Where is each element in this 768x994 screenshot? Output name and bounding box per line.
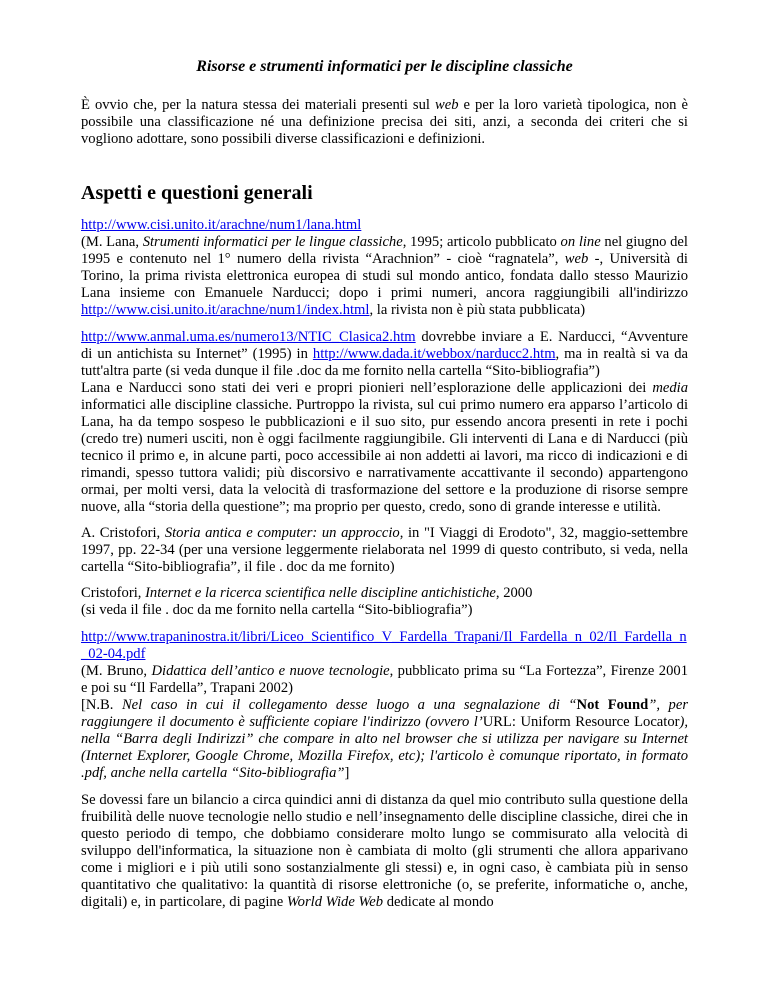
- link-lana[interactable]: http://www.cisi.unito.it/arachne/num1/lana.html: [81, 217, 362, 233]
- text-run: ]: [344, 765, 350, 781]
- emphasis: Strumenti informatici per le lingue classiche: [142, 234, 403, 250]
- entry-narducci: [81, 329, 688, 516]
- emphasis: ”, per raggiungere il documento è sufficiente copiare l'indirizzo (ovvero l’: [81, 697, 689, 730]
- entry-cristofori-2: [81, 585, 688, 619]
- section-heading: Aspetti e questioni generali: [81, 182, 313, 204]
- emphasis: on line: [560, 234, 601, 250]
- not-found-bold: Not Found: [576, 697, 649, 713]
- emphasis: media: [652, 380, 688, 396]
- text-run: URL: Uniform Resource Locator: [482, 714, 680, 730]
- emphasis: World Wide Web: [286, 894, 384, 910]
- text-run: -, Università di Torino, la prima rivista elettronica europea di studi sul mondo antico, fondata dallo stesso Maurizio Lana insieme con Emanuele Narducci; dopo i primi numeri, ancora raggiungibili all'indirizzo: [81, 251, 688, 301]
- text-run: , 1995; articolo pubblicato: [402, 234, 561, 250]
- text-run: A. Cristofori,: [81, 525, 165, 541]
- emphasis: web: [564, 251, 589, 267]
- text-run: e per la loro varietà tipologica, non è possibile una classificazione né una definizione precisa dei siti, anzi, a seconda dei criteri che si vogliono adottare, sono possibili diverse classificazioni e definizioni.: [81, 97, 688, 147]
- link-arachne-index[interactable]: http://www.cisi.unito.it/arachne/num1/index.html: [81, 302, 370, 318]
- emphasis: nella cartella “Sito-bibliografia”: [149, 765, 345, 781]
- emphasis: Storia antica e computer: un approccio: [164, 525, 400, 541]
- text-run: , in "I Viaggi di Erodoto", 32, maggio-settembre 1997, pp. 22-34 (per una versione leggermente rielaborata nel 1999 di questo contributo, si veda, nella cartella “Sito-bibliografia”, il file . doc da me fornito): [81, 525, 688, 575]
- text-run: Lana e Narducci sono stati dei veri e propri pionieri nell’esplorazione delle applicazioni dei: [81, 380, 653, 396]
- emphasis: Nel caso in cui il collegamento desse luogo a una segnalazione di “: [121, 697, 577, 713]
- page-title: Risorse e strumenti informatici per le discipline classiche: [196, 58, 573, 75]
- text-run: dovrebbe inviare a E. Narducci, “Avventure di un antichista su Internet” (1995) in: [81, 329, 688, 362]
- text-run: dedicate al mondo: [383, 894, 494, 910]
- text-run: (si veda il file . doc da me fornito nella cartella “Sito-bibliografia”): [81, 602, 473, 618]
- text-run: , pubblicato prima su “La Fortezza”, Firenze 2001 e poi su “Il Fardella”, Trapani 2002): [81, 663, 688, 696]
- text-run: , ma in realtà si va da tutt'altra parte (si veda dunque il file .doc da me fornito nella cartella “Sito-bibliografia”): [81, 346, 689, 379]
- text-run: , la rivista non è più stata pubblicata): [369, 302, 586, 318]
- entry-lana: [81, 217, 688, 319]
- entry-cristofori-1: [81, 525, 688, 576]
- text-run: , 2000: [495, 585, 533, 601]
- text-run: Cristofori,: [81, 585, 146, 601]
- emphasis: Internet e la ricerca scientifica nelle discipline antichistiche: [145, 585, 496, 601]
- text-run: (M. Lana,: [81, 234, 143, 250]
- entry-bruno: [81, 629, 688, 782]
- emphasis: web: [435, 97, 459, 113]
- emphasis: Didattica dell’antico e nuove tecnologie: [151, 663, 390, 679]
- link-dada[interactable]: http://www.dada.it/webbox/narducc2.htm: [312, 346, 556, 362]
- link-trapaninostra[interactable]: http://www.trapaninostra.it/libri/Liceo_Scientifico_V_Fardella_Trapani/Il_Fardella_n_02/Il_Fardella_n_02-04.pdf: [81, 629, 687, 662]
- text-run: (M. Bruno,: [81, 663, 152, 679]
- intro-paragraph: [81, 97, 688, 148]
- text-run: nel giugno del 1995 e contenuto nel 1° numero della rivista “Arachnion” - cioè “ragnatela”,: [81, 234, 688, 267]
- link-anmal[interactable]: http://www.anmal.uma.es/numero13/NTIC_Clasica2.htm: [81, 329, 416, 345]
- emphasis: ), nella “Barra degli Indirizzi” che compare in alto nel browser che si utilizza per navigare su Internet (Internet Explorer, Google Chrome, Mozilla Firefox, etc); l'articolo è comunque riportato, in formato .pdf, anche: [81, 714, 689, 781]
- text-run: informatici alle discipline classiche. Purtroppo la rivista, sul cui primo numero era apparso l’articolo di Lana, ha da tempo sospeso le pubblicazioni e il suo sito, pur essendo ancora presenti in rete i pochi (credo tre) numeri usciti, non è oggi facilmente raggiungibile. Gli interventi di Lana e di Narducci (più tecnico il primo e, in alcune parti, poco accessibile ai non addetti ai lavori, ma ricco di indicazioni e di rimandi, spesso tuttora validi; più discorsivo e narrativamente accattivante il secondo) appartengono ormai, per molti versi, data la velocità di trasformazione del settore e la produzione di risorse sempre nuove, alla “storia della questione”; ma proprio per questo, credo, sono di grande interesse e utilità.: [81, 397, 688, 515]
- closing-paragraph: [81, 792, 688, 911]
- text-run: È ovvio che, per la natura stessa dei materiali presenti sul: [81, 97, 435, 113]
- nb-label: [N.B.: [81, 697, 122, 713]
- text-run: Se dovessi fare un bilancio a circa quindici anni di distanza da quel mio contributo sulla questione della fruibilità delle nuove tecnologie nello studio e nell’insegnamento delle discipline classiche, direi che in questo periodo di tempo, che dobbiamo considerare molto lungo se commisurato alla velocità di sviluppo dell'informatica, la situazione non è cambiata di molto (gli strumenti che allora apparivano come i migliori e i più utili sono sostanzialmente gli stessi) e, in ogni caso, è cambiata più in senso quantitativo che qualitativo: la quantità di risorse elettroniche (o, se preferite, informatiche o, anche, digitali) e, in particolare, di pagine: [81, 792, 688, 910]
